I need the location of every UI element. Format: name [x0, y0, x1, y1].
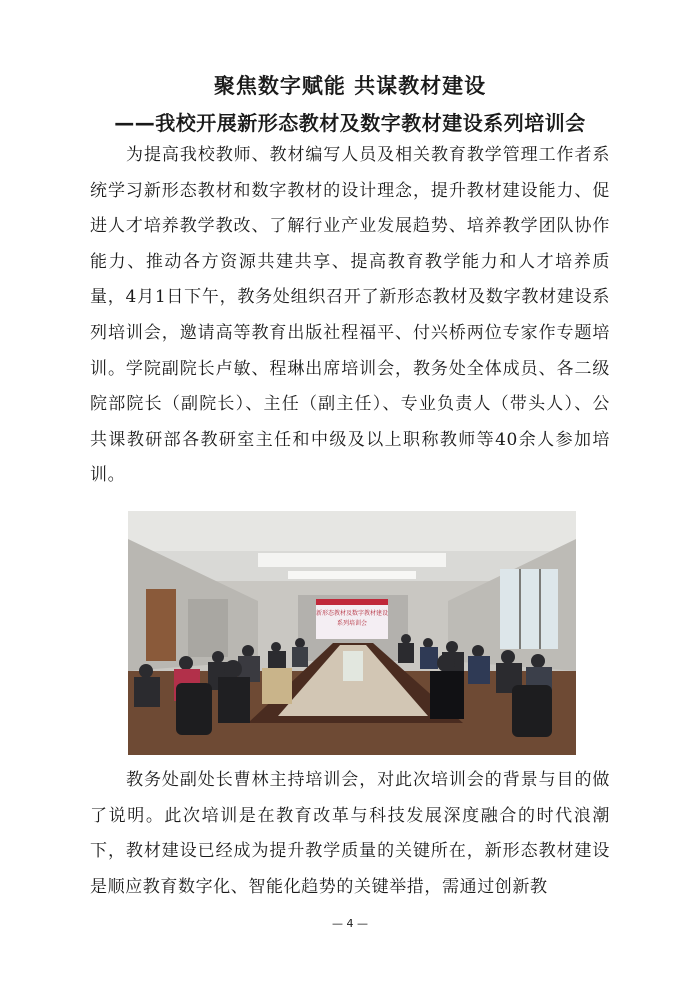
- article-subtitle: ——我校开展新形态教材及数字教材建设系列培训会: [114, 111, 586, 135]
- body-paragraph-2: 教务处副处长曹林主持培训会，对此次培训会的背景与目的做了说明。此次培训是在教育改革与科技发展深度融合的时代浪潮下，教材建设已经成为提升教学质量的关键所在，新形态教材建设是顺应教育数字化、智能化趋势的关键举措，需通过创新教: [90, 770, 610, 897]
- screen-text-2: 系列培训会: [336, 620, 368, 627]
- body-paragraph-1: 为提高我校教师、教材编写人员及相关教育教学管理工作者系统学习新形态教材和数字教材的设计理念，提升教材建设能力、促进人才培养教学教改、了解行业产业发展趋势、培养教学团队协作能力、推动各方资源共建共享、提高教育教学能力和人才培养质量，4月1日下午，教务处组织召开了新形态教材及数字教材建设系列培训会，邀请高等教育出版社程福平、付兴桥两位专家作专题培训。学院副院长卢敏、程琳出席培训会，教务处全体成员、各二级院部院长（副院长）、主任（副主任）、专业负责人（带头人）、公共课教研部各教研室主任和中级及以上职称教师等40余人参加培训。: [90, 145, 610, 486]
- page-number: — 4 —: [332, 917, 368, 930]
- screen-text-1: 新形态教材及数字教材建设: [315, 610, 389, 617]
- meeting-photo: [128, 511, 576, 755]
- article-title: 聚焦数字赋能 共谋教材建设: [213, 74, 487, 98]
